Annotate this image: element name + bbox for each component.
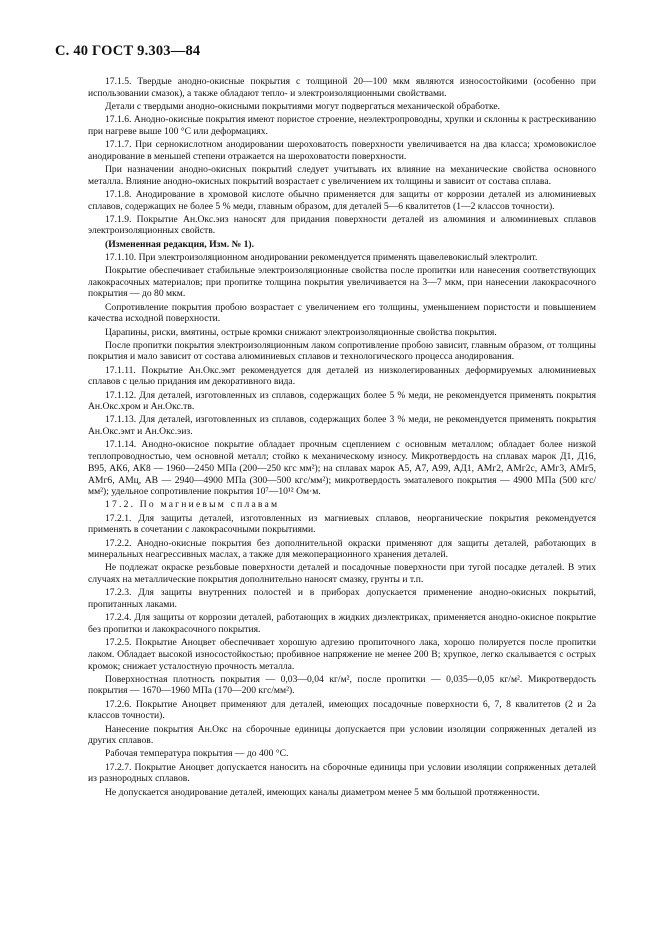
- paragraph: 17.2.3. Для защиты внутренних полостей и в приборах допускается применение анодно-окисных покрытий, пропитанных лаками.: [88, 587, 596, 611]
- paragraph: 17.2.4. Для защиты от коррозии деталей, работающих в жидких диэлектриках, применяется анодно-окисное покрытие без пропитки и лакокрасочного покрытия.: [88, 612, 596, 635]
- paragraph: Не допускается анодирование деталей, имеющих каналы диаметром менее 5 мм большой протяженности.: [105, 786, 540, 798]
- paragraph: 17.1.12. Для деталей, изготовленных из сплавов, содержащих более 5 % меди, не рекомендуется применять покрытия Ан.Окс.хром и Ан.Окс.тв.: [88, 389, 596, 413]
- paragraph: 17.2.5. Покрытие Аноцвет обеспечивает хорошую адгезию пропиточного лака, хорошо полируется после пропитки лаком. Обладает высокой износостойкостью; пробивное напряжение не менее 200 В; хрупкое, легко скалывается с острых кромок; снижает усталостную прочность металла.: [88, 637, 596, 672]
- paragraph: 17.1.8. Анодирование в хромовой кислоте обычно применяется для защиты от коррозии деталей из алюминиевых сплавов, содержащих не более 5 % меди, главным образом, для деталей 5—6 квалитетов (1—2 классов точности).: [88, 188, 596, 212]
- paragraph: Покрытие обеспечивает стабильные электроизоляционные свойства после пропитки или нанесения соответствующих лакокрасочных материалов; при пропитке толщина покрытия увеличивается на 3—7 мкм, при нанесении лакокрасочного покрытия — до 80 мкм.: [88, 265, 596, 300]
- paragraph: 17.1.5. Твердые анодно-окисные покрытия с толщиной 20—100 мкм являются износостойкими (особенно при использовании смазок), а также обладают тепло- и электроизоляционными свойствами.: [88, 76, 596, 99]
- paragraph: Рабочая температура покрытия — до 400 °С.: [105, 748, 289, 760]
- page-header: С. 40 ГОСТ 9.303—84: [55, 43, 201, 59]
- paragraph: 17.1.7. При сернокислотном анодировании шероховатость поверхности увеличивается на два класса; хромовокислое анодирование в меньшей степени отражается на шероховатости поверхности.: [88, 139, 596, 162]
- paragraph: Сопротивление покрытия пробою возрастает с увеличением его толщины, уменьшением пористости и повышением качества исходной поверхности.: [88, 301, 596, 325]
- paragraph: 17.1.9. Покрытие Ан.Окс.эиз наносят для придания поверхности деталей из алюминия и алюминиевых сплавов электроизоляционных свойств.: [88, 213, 596, 237]
- paragraph: 17.1.11. Покрытие Ан.Окс.эмт рекомендуется для деталей из низколегированных деформируемых алюминиевых сплавов с целью придания им декоративного вида.: [88, 364, 596, 388]
- paragraph: Царапины, риски, вмятины, острые кромки снижают электроизоляционные свойства покрытия.: [105, 326, 497, 338]
- amendment-note: (Измененная редакция, Изм. № 1).: [105, 238, 255, 250]
- paragraph: 17.1.14. Анодно-окисное покрытие обладает прочным сцеплением с основным металлом; обладает более низкой теплопроводностью, чем основной металл; стойко к механическому износу. Микротвердость на сплавах марок Д1, Д16, В95, АК6, АК8 — 1960—2450 МПа (200—250 кгс мм²); на сплавах марок А5, А7, А99, АД1, АМг2, АМг2с, АМг3, АМг5, АМг6, АМц, АВ — 2940—4900 МПа (300—500 кгс/мм²); микротвердость эматалевого покрытия — 4900 МПа (500 кгс/мм²); удельное сопротивление покрытия 10⁷—10¹² Ом·м.: [88, 439, 596, 498]
- paragraph: 17.2.2. Анодно-окисные покрытия без дополнительной окраски применяют для защиты деталей, работающих в минеральных неагрессивных маслах, а также для межоперационного хранения деталей.: [88, 537, 596, 561]
- paragraph: 17.2.7. Покрытие Аноцвет допускается наносить на сборочные единицы при условии изоляции сопряженных деталей из разнородных сплавов.: [88, 761, 596, 785]
- document-body: [88, 76, 596, 800]
- paragraph: 17.2.6. Покрытие Аноцвет применяют для деталей, имеющих посадочные поверхности 6, 7, 8 квалитетов (2 и 2а классов точности).: [88, 698, 596, 722]
- paragraph: Нанесение покрытия Ан.Окс на сборочные единицы допускается при условии изоляции сопряженных деталей из других сплавов.: [88, 723, 596, 747]
- paragraph: 17.1.13. Для деталей, изготовленных из сплавов, содержащих более 3 % меди, не рекомендуется применять покрытия Ан.Окс.эмт и Ан.Окс.эиз.: [88, 414, 596, 438]
- paragraph: После пропитки покрытия электроизоляционным лаком сопротивление пробою зависит, главным образом, от толщины покрытия и мало зависит от состава алюминиевых сплавов и технологического процесса анодирования.: [88, 339, 596, 363]
- paragraph: Не подлежат окраске резьбовые поверхности деталей и посадочные поверхности при тугой посадке деталей. В этих случаях на металлические покрытия дополнительно наносят смазку, грунты и т.п.: [88, 562, 596, 586]
- paragraph: При назначении анодно-окисных покрытий следует учитывать их влияние на механические свойства основного металла. Влияние анодно-окисных покрытий возрастает с увеличением их толщины и зависит от состава сплава.: [88, 163, 596, 187]
- section-heading: 17.2. По магниевым сплавам: [105, 499, 280, 511]
- paragraph: 17.2.1. Для защиты деталей, изготовленных из магниевых сплавов, неорганические покрытия рекомендуется применять в сочетании с лакокрасочными покрытиями.: [88, 512, 596, 536]
- paragraph: Поверхностная плотность покрытия — 0,03—0,04 кг/м², после пропитки — 0,035—0,05 кг/м². Микротвердость покрытия — 1670—1960 МПа (170—200 кгс/мм²).: [88, 673, 596, 697]
- paragraph: 17.1.6. Анодно-окисные покрытия имеют пористое строение, неэлектропроводны, хрупки и склонны к растрескиванию при нагреве выше 100 °С или деформациях.: [88, 114, 596, 137]
- paragraph: 17.1.10. При электроизоляционном анодировании рекомендуется применять щавелевокислый электролит.: [105, 251, 538, 263]
- paragraph: Детали с твердыми анодно-окисными покрытиями могут подвергаться механической обработке.: [105, 100, 501, 112]
